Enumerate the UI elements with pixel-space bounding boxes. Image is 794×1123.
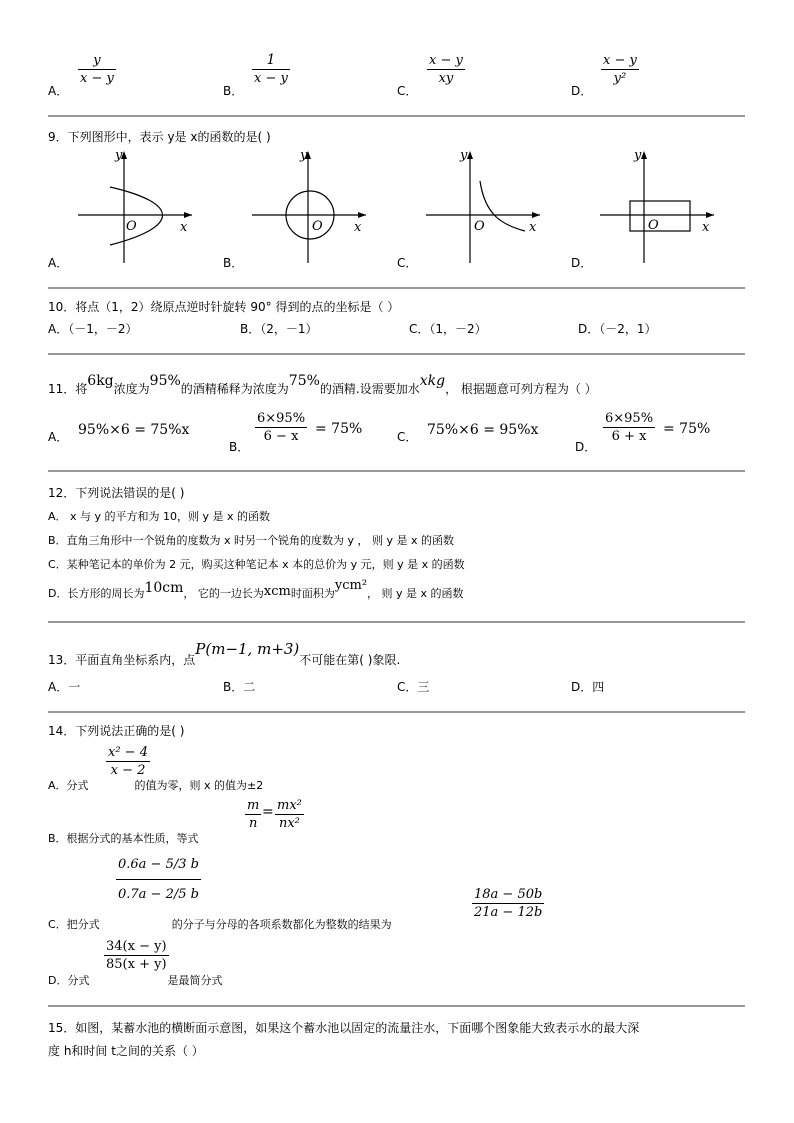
q13-option-c: C．三 (397, 680, 430, 694)
fraction-numerator: x − y (429, 53, 463, 68)
q14-c-part: C．把分式 (48, 918, 100, 931)
q14-d-fraction (104, 938, 169, 973)
fraction-denominator: x − y (254, 71, 288, 86)
q9-c-o-label: O (474, 219, 485, 234)
fraction-denominator: nx² (278, 816, 300, 831)
fraction-numerator: x − y (603, 53, 637, 68)
q9-c-x-label: x (529, 220, 537, 235)
q9-graph-a (78, 148, 192, 263)
q14-c-fraction (116, 856, 201, 903)
q13-option-a: A．一 (48, 680, 81, 694)
q14-option-a (48, 777, 263, 793)
q9-graphs (70, 145, 750, 270)
fraction-numerator: m (247, 798, 260, 813)
fraction-denominator: y² (613, 71, 627, 86)
q9-c-y-label: y (460, 148, 468, 163)
q11-option-d-rhs: = 75% (663, 421, 711, 437)
q11-stem-part: 浓度为 (113, 382, 150, 396)
q11-percent-1: 95% (149, 373, 181, 389)
q12-d-part: 时面积为 (290, 587, 335, 600)
q9-letter-d: D． (571, 256, 593, 270)
q12-d-side: xcm (263, 584, 291, 599)
q9-a-y-label: y (115, 148, 123, 163)
q14-a-part: 的值为零，则 x 的值为±2 (134, 779, 264, 792)
fraction-numerator: 1 (266, 52, 276, 68)
fraction-numerator: y (93, 53, 101, 68)
fraction-numerator: 34(x − y) (106, 939, 167, 954)
fraction-denominator: n (248, 816, 258, 831)
q12-d-part: ， 则 y 是 x 的函数 (367, 587, 464, 600)
q8-option-c-letter: C． (397, 84, 418, 98)
q11-water-mass: xkg (419, 373, 446, 389)
q12-d-area: ycm² (334, 578, 368, 593)
q9-b-y-label: y (300, 148, 308, 163)
fraction-denominator: 0.7a − 2/5 b (118, 887, 199, 902)
fraction-numerator: x² − 4 (108, 745, 148, 760)
divider (48, 1005, 745, 1007)
q13-option-b: B．二 (223, 680, 256, 694)
fraction-denominator: 6 − x (263, 429, 299, 444)
q12-d-part: D．长方形的周长为 (48, 587, 145, 600)
q11-option-a-letter: A． (48, 430, 69, 444)
q14-stem: 14．下列说法正确的是( ) (48, 724, 185, 738)
q9-a-o-label: O (126, 219, 137, 234)
q13-point: P(m−1, m+3) (195, 640, 300, 658)
equals-sign: = (262, 804, 274, 820)
q9-d-o-label: O (648, 218, 659, 233)
q11-option-d-fraction (603, 410, 655, 445)
q9-letter-b: B． (223, 256, 244, 270)
divider (48, 470, 745, 472)
q11-stem-part: 的酒精稀释为浓度为 (180, 382, 289, 396)
q10-option-c: C．（1，－2） (409, 322, 487, 336)
q9-graph-d (600, 148, 714, 263)
q10-option-d: D．（－2，1） (578, 322, 657, 336)
q13-option-d: D．四 (571, 680, 605, 694)
fraction-numerator: 6×95% (257, 411, 306, 426)
q11-stem-part: ， 根据题意可列方程为（ ） (445, 382, 597, 396)
q11-option-a-expr: 95%×6 = 75%x (78, 422, 190, 438)
q8-option-b-fraction (252, 52, 290, 87)
q8-option-d-letter: D． (571, 84, 593, 98)
q11-option-b-letter: B． (229, 440, 250, 454)
q9-graph-b (252, 148, 366, 263)
q12-option-b: B．直角三角形中一个锐角的度数为 x 时另一个锐角的度数为 y ， 则 y 是 x 的函数 (48, 534, 455, 547)
q12-option-d (48, 578, 464, 601)
q14-a-part: A．分式 (48, 779, 89, 792)
divider (48, 115, 745, 117)
fraction-denominator: x − y (80, 71, 114, 86)
q14-option-c (48, 916, 392, 932)
q14-option-d (48, 972, 222, 988)
q9-d-x-label: x (702, 220, 710, 235)
divider (48, 621, 745, 623)
divider (48, 353, 745, 355)
q11-option-d-letter: D． (575, 440, 597, 454)
q9-graph-c (426, 148, 540, 263)
q13-stem-part: 不可能在第( )象限. (299, 653, 401, 667)
q11-mass: 6kg (87, 373, 114, 389)
q14-option-b: B．根据分式的基本性质，等式 (48, 832, 199, 845)
q11-option-b-rhs: = 75% (315, 421, 363, 437)
q14-c-part: 的分子与分母的各项系数都化为整数的结果为 (171, 918, 392, 931)
q15-line-1: 15．如图，某蓄水池的横断面示意图，如果这个蓄水池以固定的流量注水，下面哪个图象能大致表示水的最大深 (48, 1021, 640, 1035)
fraction-numerator: 18a − 50b (474, 887, 543, 902)
q8-option-a-letter: A． (48, 84, 69, 98)
q9-letter-c: C． (397, 256, 418, 270)
q9-d-y-label: y (634, 148, 642, 163)
q9-b-o-label: O (312, 219, 323, 234)
q11-stem (48, 373, 597, 397)
q9-stem: 9．下列图形中，表示 y是 x的函数的是( ) (48, 130, 271, 144)
q14-d-part: 是最简分式 (167, 974, 223, 987)
q11-option-c-letter: C． (397, 430, 418, 444)
q8-option-a-fraction (78, 52, 116, 87)
q9-b-x-label: x (354, 220, 362, 235)
fraction-denominator: 6 + x (611, 429, 647, 444)
q10-option-a: A．（－1，－2） (48, 322, 138, 336)
q12-option-c: C．某种笔记本的单价为 2 元，购买这种笔记本 x 本的总价为 y 元，则 y 是 x 的函数 (48, 558, 465, 571)
q14-b-left-fraction (245, 797, 261, 832)
fraction-denominator: x − 2 (110, 763, 146, 778)
q8-option-d-fraction (601, 52, 639, 87)
q11-stem-part: 的酒精.设需要加水 (319, 382, 420, 396)
q13-stem (48, 640, 401, 668)
q11-percent-2: 75% (288, 373, 320, 389)
q10-option-b: B．（2，－1） (240, 322, 318, 336)
q12-option-a: A． x 与 y 的平方和为 10，则 y 是 x 的函数 (48, 510, 271, 523)
fraction-numerator: mx² (277, 798, 302, 813)
q11-option-c-expr: 75%×6 = 95%x (427, 422, 539, 438)
q10-stem: 10．将点（1，2）绕原点逆时针旋转 90° 得到的点的坐标是（ ） (48, 300, 400, 314)
q14-b-right-fraction (275, 797, 304, 832)
q13-stem-part: 13．平面直角坐标系内，点 (48, 653, 196, 667)
q11-option-b-fraction (255, 410, 307, 445)
q12-d-part: ， 它的一边长为 (183, 587, 264, 600)
fraction-denominator: xy (438, 71, 454, 86)
q12-stem: 12．下列说法错误的是( ) (48, 486, 185, 500)
q9-a-x-label: x (180, 220, 188, 235)
q14-c-result-fraction (472, 886, 544, 921)
q8-option-c-fraction (427, 52, 465, 87)
q15-line-2: 度 h和时间 t之间的关系（ ） (48, 1044, 204, 1058)
q8-option-b-letter: B． (223, 84, 244, 98)
q9-letter-a: A． (48, 256, 69, 270)
fraction-numerator: 6×95% (605, 411, 654, 426)
q14-a-fraction (106, 744, 150, 779)
divider (48, 711, 745, 713)
q12-d-perimeter: 10cm (144, 580, 184, 596)
fraction-numerator: 0.6a − 5/3 b (118, 857, 199, 872)
fraction-denominator: 21a − 12b (474, 905, 543, 920)
divider (48, 287, 745, 289)
q11-stem-part: 11．将 (48, 382, 88, 396)
q14-d-part: D．分式 (48, 974, 90, 987)
fraction-denominator: 85(x + y) (106, 957, 167, 972)
